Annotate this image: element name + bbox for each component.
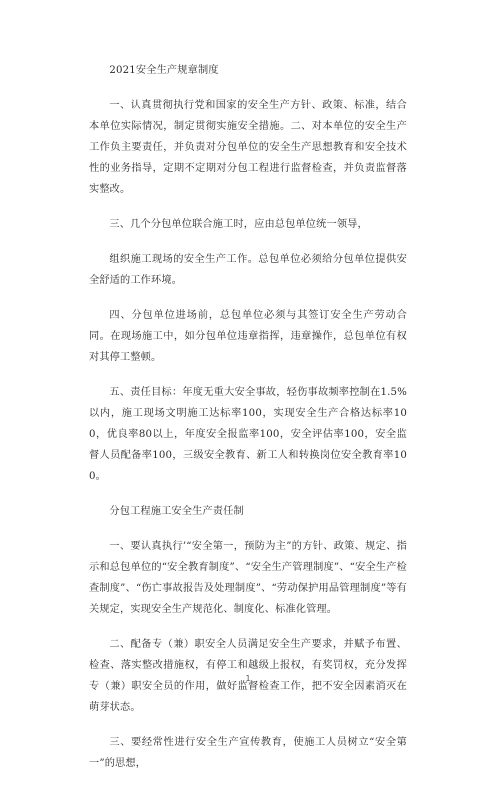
- paragraph-3: 组织施工现场的安全生产工作。总包单位必须给分包单位提供安全舒适的工作环境。: [89, 254, 407, 286]
- section-heading: 分包工程施工安全生产责任制: [109, 506, 244, 517]
- document-title: 2021安全生产规章制度: [109, 65, 219, 76]
- paragraph-1: 一、认真贯彻执行党和国家的安全生产方针、政策、标准，结合本单位实际情况，制定贯彻实施安全措施。二、对本单位的安全生产工作负主要责任，并负责对分包单位的安全生产思想教育和安全技术性的业务指导，定期不定期对分包工程进行监督检查，并负责监督落实整改。: [89, 100, 407, 195]
- paragraph-2: 三、几个分包单位联合施工时，应由总包单位统一领导，: [109, 219, 368, 230]
- paragraph-7: 一、要认真执行’“安全第一，预防为主”的方针、政策、规定、指示和总包单位的“安全教育制度”、“安全生产管理制度”、“安全生产检查制度”、“伤亡事故报告及处理制度”、“劳动保护用品管理制度”等有关规定，实现安全生产规范化、制度化、标准化管理。: [89, 541, 407, 615]
- paragraph-4: 四、分包单位进场前，总包单位必须与其签订安全生产劳动合同。在现场施工中，如分包单位违章指挥，违章操作，总包单位有权对其停工整顿。: [89, 310, 407, 363]
- page-number: 1: [245, 674, 251, 683]
- paragraph-5: 五、责任目标：年度无重大安全事故，轻伤事故频率控制在1.5%以内，施工现场文明施工达标率100，实现安全生产合格达标率100，优良率80以上，年度安全报监率100，安全评估率100，安全监督人员配备率100，三级安全教育、新工人和转换岗位安全教育率100。: [89, 387, 407, 482]
- paragraph-9: 三、要经常性进行安全生产宣传教育，使施工人员树立“安全第一”的思想，: [89, 737, 407, 769]
- paragraph-8: 二、配备专（兼）职安全人员满足安全生产要求，并赋予布置、检查、落实整改措施权，有停工和越级上报权，有奖罚权，充分发挥专（兼）职安全员的作用，做好监督检查工作，把不安全因素消灭在萌芽状态。: [89, 639, 407, 713]
